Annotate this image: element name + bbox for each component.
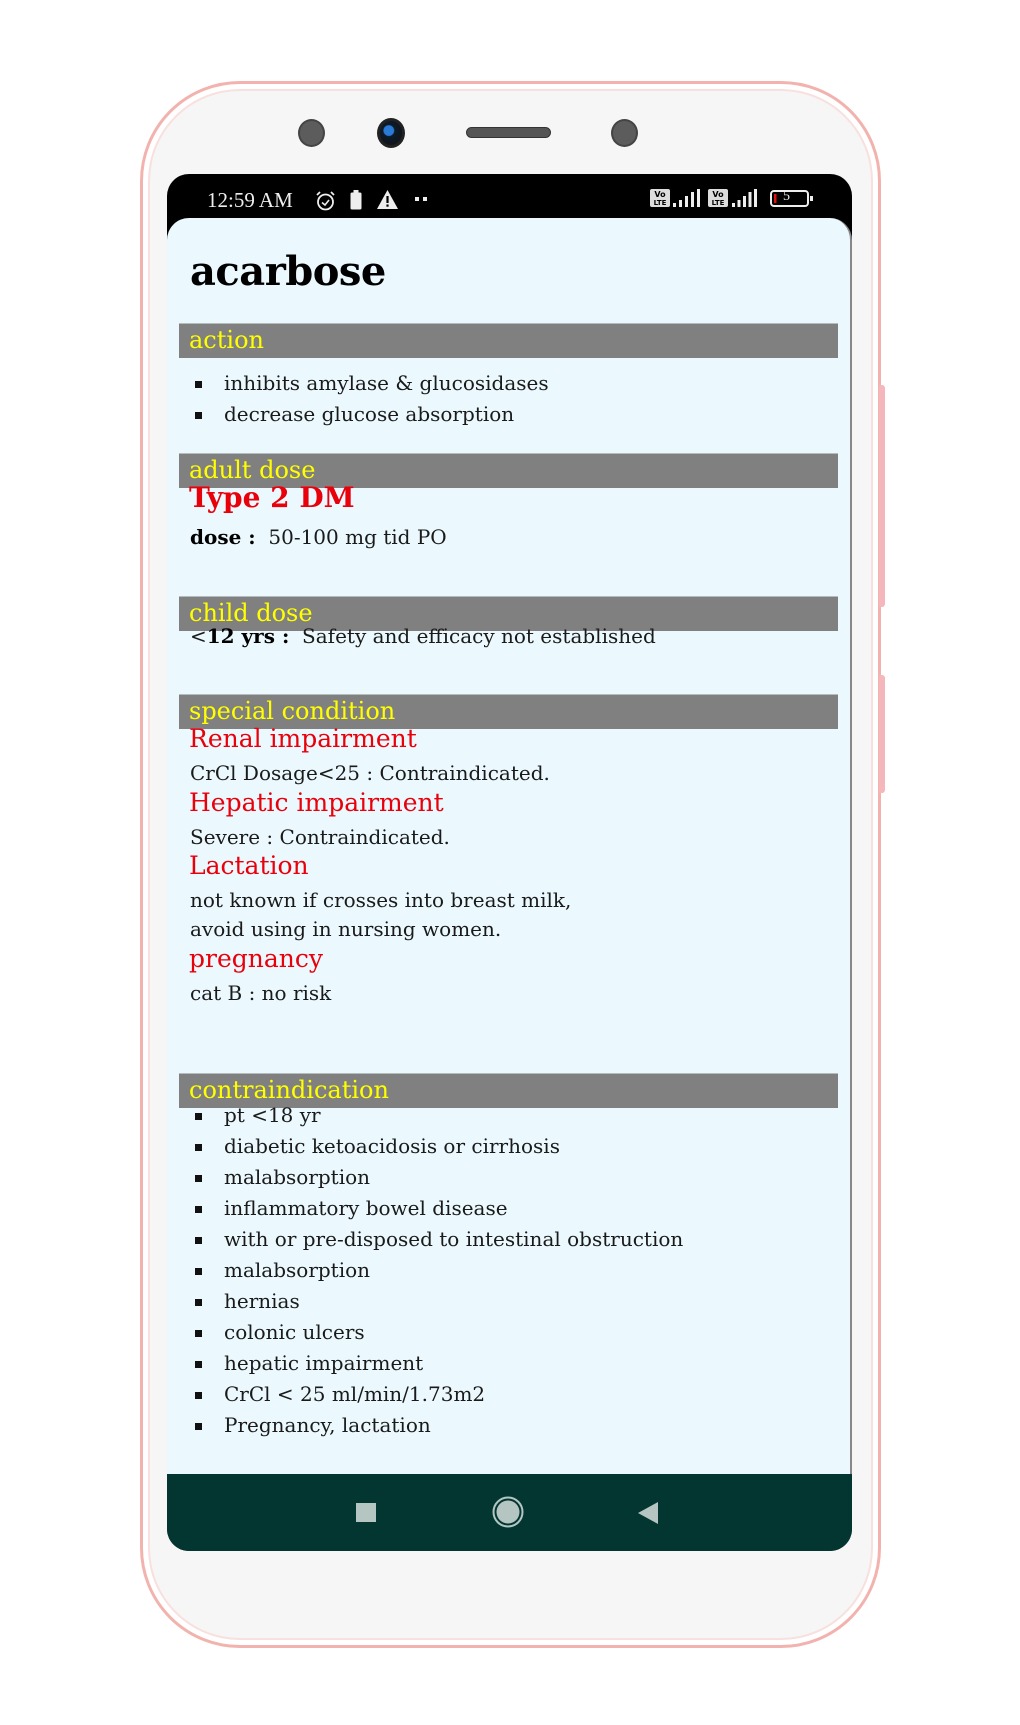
action-list — [167, 368, 549, 430]
list-item: hepatic impairment — [167, 1348, 683, 1379]
dose-label: dose : — [190, 525, 256, 549]
home-icon[interactable] — [492, 1496, 524, 1528]
svg-text:Vo: Vo — [654, 190, 666, 199]
bullet-icon — [195, 1144, 202, 1151]
bullet-icon — [195, 1299, 202, 1306]
volte-icon — [708, 189, 728, 207]
dose-value: 50-100 mg tid PO — [268, 525, 447, 549]
lactation-text-2: avoid using in nursing women. — [190, 917, 502, 941]
battery-icon — [770, 190, 808, 207]
bullet-icon — [195, 1206, 202, 1213]
bullet-icon — [195, 1268, 202, 1275]
list-item: decrease glucose absorption — [167, 399, 549, 430]
status-time: 12:59 AM — [207, 188, 293, 212]
back-icon[interactable] — [638, 1502, 659, 1524]
light-sensor — [611, 119, 638, 147]
svg-text:LTE: LTE — [711, 199, 725, 207]
age-label: 12 yrs : — [206, 624, 290, 648]
battery-saver-icon — [350, 190, 362, 210]
lactation-text-1: not known if crosses into breast milk, — [190, 888, 572, 912]
lactation-title: Lactation — [189, 851, 309, 880]
list-item: inhibits amylase & glucosidases — [167, 368, 549, 399]
contraindication-list — [167, 1100, 683, 1441]
bullet-icon — [195, 1237, 202, 1244]
list-item: with or pre-disposed to intestinal obstruction — [167, 1224, 683, 1255]
bullet-icon — [195, 1113, 202, 1120]
svg-text:LTE: LTE — [653, 199, 667, 207]
more-dots-icon — [415, 197, 427, 202]
bullet-icon — [195, 1392, 202, 1399]
recents-icon[interactable] — [356, 1503, 376, 1522]
adult-dose-line — [190, 522, 447, 552]
hepatic-impairment-text: Severe : Contraindicated. — [190, 825, 450, 849]
navigation-bar — [167, 1474, 852, 1551]
status-bar — [167, 174, 852, 220]
list-item: CrCl < 25 ml/min/1.73m2 — [167, 1379, 683, 1410]
bullet-icon — [195, 1423, 202, 1430]
section-header-contraindication: contraindication — [179, 1073, 838, 1108]
drug-title: acarbose — [190, 248, 386, 295]
indication-title: Type 2 DM — [189, 481, 355, 514]
power-button — [879, 675, 885, 793]
list-item: pt <18 yr — [167, 1100, 683, 1131]
list-item: malabsorption — [167, 1162, 683, 1193]
section-header-special-condition: special condition — [179, 694, 838, 729]
alarm-icon — [315, 190, 336, 212]
section-header-action: action — [179, 323, 838, 358]
bullet-icon — [195, 1330, 202, 1337]
list-item: Pregnancy, lactation — [167, 1410, 683, 1441]
list-item: colonic ulcers — [167, 1317, 683, 1348]
phone-screen — [167, 174, 852, 1551]
signal-icon — [732, 189, 757, 207]
svg-text:Vo: Vo — [712, 190, 724, 199]
hepatic-impairment-title: Hepatic impairment — [189, 788, 444, 817]
volume-button — [879, 385, 885, 607]
volte-icon — [650, 189, 670, 207]
signal-icon — [673, 189, 700, 207]
list-item: hernias — [167, 1286, 683, 1317]
bullet-icon — [195, 1361, 202, 1368]
bullet-icon — [195, 412, 202, 419]
child-dose-line: <12 yrs : Safety and efficacy not established — [190, 624, 656, 648]
renal-impairment-title: Renal impairment — [189, 724, 417, 753]
battery-level: 5 — [783, 189, 790, 204]
list-item: diabetic ketoacidosis or cirrhosis — [167, 1131, 683, 1162]
drug-detail-page[interactable] — [167, 218, 852, 1474]
renal-impairment-text: CrCl Dosage<25 : Contraindicated. — [190, 761, 550, 785]
proximity-sensor — [298, 119, 325, 147]
list-item: malabsorption — [167, 1255, 683, 1286]
bullet-icon — [195, 1175, 202, 1182]
warning-icon — [377, 190, 398, 209]
section-header-adult-dose: adult dose — [179, 453, 838, 488]
section-header-child-dose: child dose — [179, 596, 838, 631]
list-item: inflammatory bowel disease — [167, 1193, 683, 1224]
front-camera — [377, 118, 405, 148]
pregnancy-text: cat B : no risk — [190, 981, 332, 1005]
bullet-icon — [195, 381, 202, 388]
child-dose-value: Safety and efficacy not established — [302, 624, 656, 648]
pregnancy-title: pregnancy — [189, 944, 323, 973]
earpiece-speaker — [466, 127, 551, 138]
